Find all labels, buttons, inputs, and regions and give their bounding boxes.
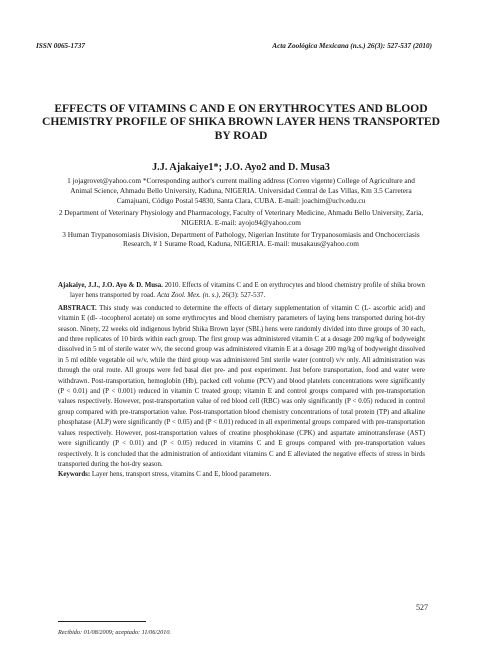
running-header: [36, 42, 432, 50]
affiliation-3: 3 Human Trypanosomiasis Division, Department of Pathology, Nigerian Institute for Trypanosomiasis and Onchocerciasis Research, # 1 Surame Road, Kaduna, NIGERIA. E-mail: musakaus@yahoo.com: [62, 229, 420, 249]
citation: [58, 281, 425, 302]
article-title: EFFECTS OF VITAMINS C AND E ON ERYTHROCYTES AND BLOOD CHEMISTRY PROFILE OF SHIKA BROWN LAYER HENS TRANSPORTED BY ROAD: [41, 102, 441, 142]
author-names: J.J. Ajakaiye1*; J.O. Ayo2 and D. Musa3: [152, 162, 330, 173]
abstract-label: ABSTRACT.: [58, 304, 97, 312]
footnote-divider: [58, 621, 146, 622]
author-line: [40, 162, 442, 173]
received-date: Recibido: 01/08/2009; aceptado: 11/06/2010.: [58, 629, 171, 636]
citation-authors: Ajakaiye, J.J., J.O. Ayo & D. Musa.: [58, 282, 163, 289]
citation-journal: Acta Zool. Mex. (n. s.),: [156, 292, 221, 300]
affiliation-2: 2 Department of Veterinary Physiology and Pharmacology, Faculty of Veterinary Medicine, Ahmadu Bello University, Zaria, NIGERIA. E-mail: ayojo94@yahoo.com: [58, 207, 424, 227]
journal-reference: Acta Zoológica Mexicana (n.s.) 26(3): 527-537 (2010): [272, 42, 432, 50]
keywords-text: Layer hens, transport stress, vitamins C and E, blood parameters.: [90, 471, 272, 479]
citation-pages: 26(3): 527-537.: [220, 292, 266, 300]
abstract: [58, 304, 425, 471]
keywords: [58, 470, 425, 480]
affiliation-1: 1 jojagrovet@yahoo.com *Corresponding author's current mailing address (Correo vigente) College of Agriculture and Animal Science, Ahmadu Bello University, Kaduna, NIGERIA. Universidad Central de Las Villas, Km 3.5 Carretera Camajuani, Código Postal 54830, Santa Clara, CUBA. E-mail: joachim@uclv.edu.cu: [67, 176, 415, 205]
abstract-text: This study was conducted to determine the effects of dietary supplementation of vitamin C (L- ascorbic acid) and vitamin E (dl- -tocopherol acetate) on some erythrocytes and blood chemistry parameters of laying hens transported during hot-dry season. Ninety, 22 weeks old indigenous hybrid Shika Brown layer (SBL) hens were randomly divided into three groups of 30 each, and three replicates of 10 birds within each group. The first group was administered vitamin C at a dosage 200 mg/kg of bodyweight dissolved in 5 ml of sterile water w/v, the second group was administered vitamin E at a dosage 200 mg/kg of bodyweight dissolved in 5 ml edible vegetable oil w/v, while the third group was administered 5ml sterile water (control) v/v only. All administration was through the oral route. All groups were fed basal diet pre- and post experiment. Just before transportation, food and water were withdrawn. Post-transportation, hemoglobin (Hb), packed cell volume (PCV) and blood platelets concentrations were significantly (P < 0.01) and (P < 0.001) reduced in vitamin C treated group; vitamin E and control groups compared with pre-transportation values respectively. However, post-transportation value of red blood cell (RBC) was only significantly (P < 0.05) reduced in control group compared with pre-transportation value. Post-transportation blood chemistry concentrations of total protein (TP) and alkaline phosphatase (ALP) were significantly (P < 0.05) and (P < 0.01) reduced in all experimental groups compared with pre-transportation values respectively. However, post-transportation values of creatine phosphokinase (CPK) and aspartate aminotransferase (AST) were significantly (P < 0.01) and (P < 0.05) reduced in vitamins C and E groups compared with pre-transportation values respectively. It is concluded that the administration of antioxidant vitamins C and E alleviated the negative effects of stress in birds transported during the hot-dry season.: [58, 304, 425, 468]
keywords-label: Keywords:: [58, 471, 91, 479]
citation-text: 2010. Effects of vitamins C and E on erythrocytes and blood chemistry profile of shika brown layer hens transported by road.: [70, 282, 425, 300]
page-number: 527: [416, 603, 428, 612]
affiliations: [56, 176, 426, 249]
issn-label: ISSN 0065-1737: [36, 42, 85, 50]
article-body: [58, 281, 425, 481]
